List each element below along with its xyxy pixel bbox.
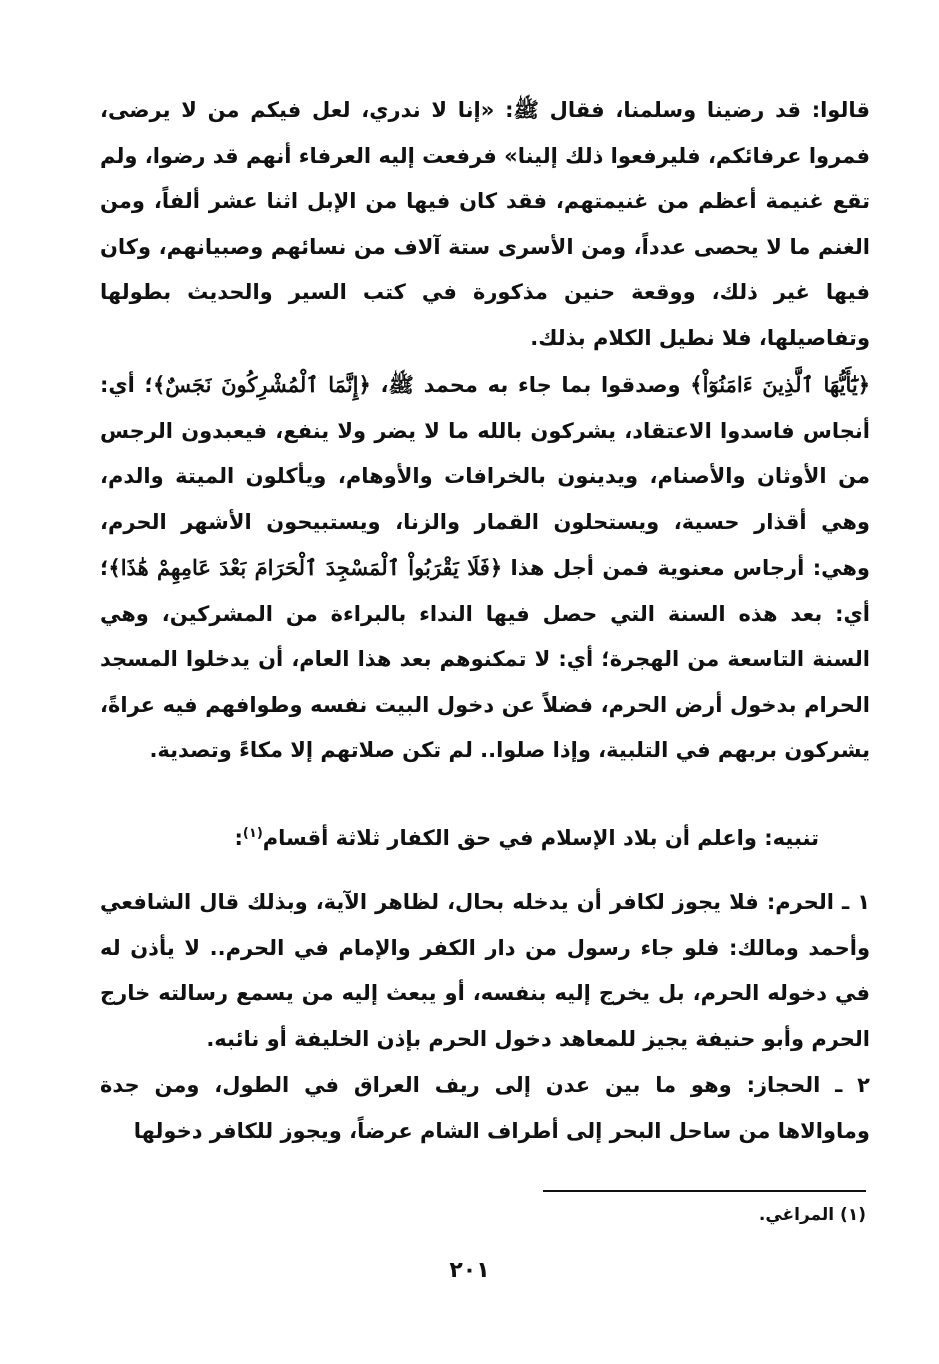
paragraph-hunayn: [100, 88, 870, 361]
note-text: واعلم أن بلاد الإسلام في حق الكفار ثلاثة أقسام: [262, 826, 765, 850]
paragraph-hunayn-text: قالوا: قد رضينا وسلمنا، فقال ﷺ: «إنا لا ندري، لعل فيكم من لا يرضى، فمروا عرفائكم، فليرفعوا ذلك إلينا» فرفعت إليه العرفاء أنهم قد رضوا، ولم تقع غنيمة أعظم من غنيمتهم، فقد كان فيها من الإبل اثنا عشر ألفاً، ومن الغنم ما لا يحصى عدداً، ومن الأسرى ستة آلاف من نسائهم وصبيانهم، وكان فيها غير ذلك، ووقعة حنين مذكورة في كتب السير والحديث بطولها وتفاصيلها، فلا نطيل الكلام بذلك.: [100, 98, 870, 350]
list-item-hijaz-label: ٢ ـ الحجاز:: [746, 1073, 870, 1097]
note-tail: :: [234, 826, 243, 850]
list-item-hijaz-text: وهو ما بين عدن إلى ريف العراق في الطول، ومن جدة وماوالاها من ساحل البحر إلى أطراف الشام عرضاً، ويجوز للكافر دخولها: [100, 1073, 870, 1143]
quran-verse-3: ﴿فَلَا يَقْرَبُواْ ٱلْمَسْجِدَ ٱلْحَرَامَ بَعْدَ عَامِهِمْ هَٰذَا﴾: [108, 555, 503, 580]
quran-verse-2: ﴿إِنَّمَا ٱلْمُشْرِكُونَ نَجَسٌ﴾: [152, 372, 371, 397]
footnote-divider: [543, 1190, 866, 1192]
list-item-hijaz: [100, 1063, 870, 1154]
note-label: تنبيه:: [764, 826, 819, 850]
list-item-haram: [100, 880, 870, 1062]
note-heading: [119, 816, 819, 862]
footnote-reference: (١): [242, 826, 263, 841]
paragraph-tafsir-text-1: وصدقوا بما جاء به محمد ﷺ،: [370, 373, 691, 397]
list-item-haram-label: ١ ـ الحرم:: [766, 890, 871, 914]
footnote-text: (١) المراغي.: [758, 1205, 866, 1225]
page-number: ٢٠١: [449, 1258, 490, 1283]
footnote: [759, 1205, 866, 1225]
paragraph-tafsir: [100, 362, 870, 774]
list-item-haram-text: فلا يجوز لكافر أن يدخله بحال، لظاهر الآية، وبذلك قال الشافعي وأحمد ومالك: فلو جاء رسول من دار الكفر والإمام في الحرم.. لا يأذن له في دخوله الحرم، بل يخرج إليه بنفسه، أو يبعث إليه من يسمع رسالته خارج الحرم وأبو حنيفة يجيز للمعاهد دخول الحرم بإذن الخليفة أو نائبه.: [100, 890, 870, 1051]
paragraph-tafsir-text-3: ؛ أي: بعد هذه السنة التي حصل فيها النداء بالبراءة من المشركين، وهي السنة التاسعة من الهجرة؛ أي: لا تمكنوهم بعد هذا العام، أن يدخلوا المسجد الحرام بدخول أرض الحرم، فضلاً عن دخول البيت نفسه وطوافهم فيه عراةً، يشركون بربهم في التلبية، وإذا صلوا.. لم تكن صلاتهم إلا مكاءً وتصدية.: [100, 556, 870, 762]
paragraph-tafsir-text-2: ؛ أي: أنجاس فاسدوا الاعتقاد، يشركون بالله ما لا يضر ولا ينفع، فيعبدون الرجس من الأوثان والأصنام، ويدينون بالخرافات والأوهام، ويأكلون الميتة والدم، وهي أقذار حسية، ويستحلون القمار والزنا، ويستبيحون الأشهر الحرم، وهي: أرجاس معنوية فمن أجل هذا: [100, 373, 870, 580]
quran-verse-1: ﴿يَٰٓأَيُّهَا ٱلَّذِينَ ءَامَنُوٓاْ﴾: [690, 372, 871, 397]
